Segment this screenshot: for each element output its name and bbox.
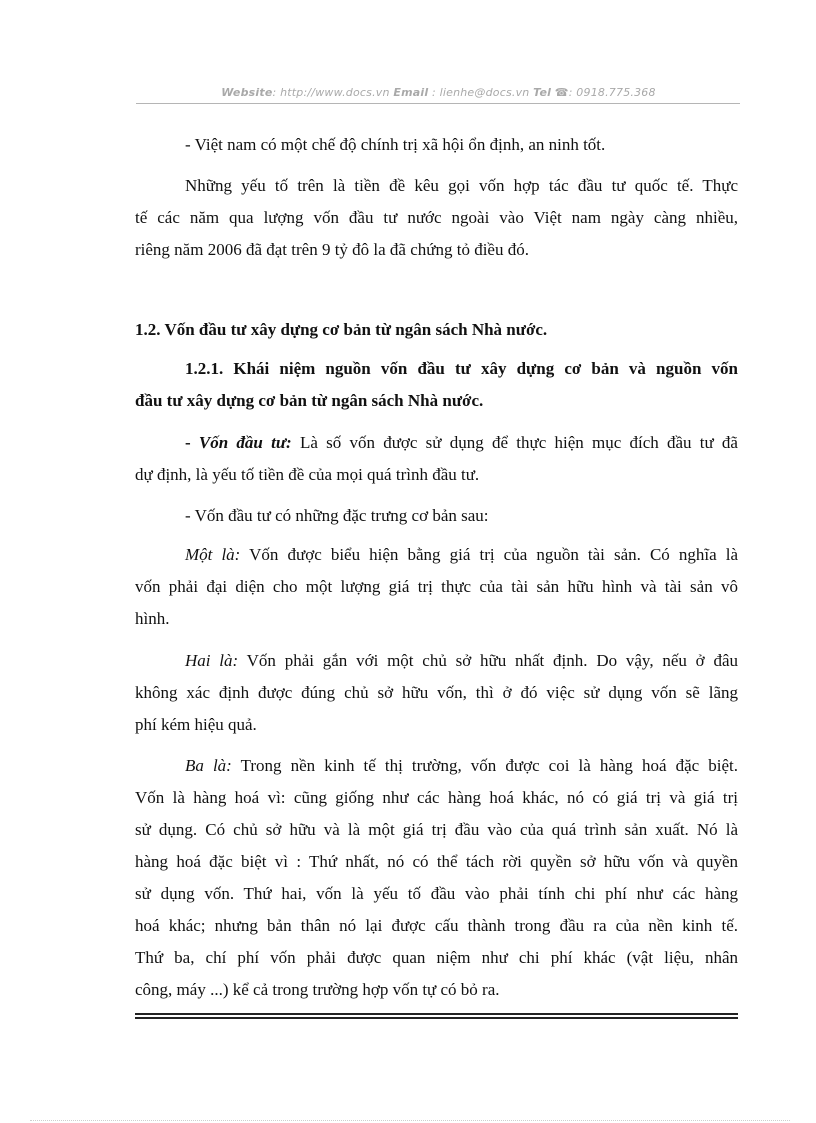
text-line: Thứ ba, chí phí vốn phải được quan niệm như chi phí khác (vật liệu, nhân [135, 948, 738, 967]
text-line: Vốn là hàng hoá vì: cũng giống như các hàng hoá khác, nó có giá trị và giá trị [135, 788, 738, 807]
footer-divider-bottom [135, 1017, 738, 1019]
header-divider [136, 103, 740, 104]
email-address: : lienhe@docs.vn [428, 86, 534, 99]
definition-term: Vốn đầu tư: [198, 433, 292, 452]
text-line: sử dụng. Có chủ sở hữu và là một giá trị đầu vào của quá trình sản xuất. Nó là [135, 820, 738, 839]
ba-la-text: Trong nền kinh tế thị trường, vốn được coi là hàng hoá đặc biệt. [231, 756, 738, 775]
text-line: hoá khác; nhưng bản thân nó lại được cấu thành trong đầu ra của nền kinh tế. [135, 916, 738, 935]
tel-label: Tel [533, 86, 552, 99]
text-line: dự định, là yếu tố tiền đề của mọi quá trình đầu tư. [135, 465, 480, 484]
heading-line: 1.2. Vốn đầu tư xây dựng cơ bản từ ngân sách Nhà nước. [135, 320, 548, 339]
hai-la-text: Vốn phải gắn với một chủ sở hữu nhất định. Do vậy, nếu ở đâu [238, 651, 738, 670]
text-line: hàng hoá đặc biệt vì : Thứ nhất, nó có thể tách rời quyền sở hữu vốn và quyền [135, 852, 738, 871]
text-line: Những yếu tố trên là tiền đề kêu gọi vốn hợp tác đầu tư quốc tế. Thực [185, 176, 738, 195]
text-line: phí kém hiệu quả. [135, 715, 257, 734]
paragraph-hai-la [135, 645, 738, 741]
paragraph-ba-la [135, 750, 738, 1006]
website-url: : http://www.docs.vn [272, 86, 394, 99]
text-line [135, 645, 738, 677]
paragraph-features-intro [135, 500, 738, 532]
paragraph-investment-factors [135, 170, 738, 266]
text-line: vốn phải đại diện cho một lượng giá trị thực của tài sản hữu hình và tài sản vô [135, 577, 738, 596]
footer-divider-top [135, 1013, 738, 1015]
text-line: riêng năm 2006 đã đạt trên 9 tỷ đô la đã chứng tỏ điều đó. [135, 240, 529, 259]
text-line: hình. [135, 609, 170, 628]
heading-line: 1.2.1. Khái niệm nguồn vốn đầu tư xây dựng cơ bản và nguồn vốn [185, 359, 738, 378]
mot-la-label: Một là: [185, 545, 241, 564]
hai-la-label: Hai là: [185, 651, 239, 670]
text-line: - Việt nam có một chế độ chính trị xã hội ổn định, an ninh tốt. [185, 135, 606, 154]
definition-text: Là số vốn được sử dụng để thực hiện mục đích đầu tư đã [291, 433, 738, 452]
paragraph-definition [135, 427, 738, 491]
email-label: Email [393, 86, 429, 99]
paragraph-mot-la [135, 539, 738, 635]
subsection-heading-1-2-1 [135, 353, 738, 417]
heading-line: đầu tư xây dựng cơ bản từ ngân sách Nhà nước. [135, 391, 484, 410]
tel-number: : 0918.775.368 [568, 86, 656, 99]
phone-icon: ☎ [554, 86, 569, 99]
text-line [135, 750, 738, 782]
mot-la-text: Vốn được biểu hiện bằng giá trị của nguồn tài sản. Có nghĩa là [240, 545, 738, 564]
text-line [135, 427, 738, 459]
text-line: công, máy ...) kể cả trong trường hợp vốn tự có bỏ ra. [135, 980, 500, 999]
definition-dash: - [185, 433, 199, 452]
text-line: tế các năm qua lượng vốn đầu tư nước ngoài vào Việt nam ngày càng nhiều, [135, 208, 738, 227]
paragraph-political-stability [135, 129, 738, 161]
ba-la-label: Ba là: [185, 756, 232, 775]
text-line: - Vốn đầu tư có những đặc trưng cơ bản sau: [185, 506, 489, 525]
website-label: Website [221, 86, 273, 99]
text-line: không xác định được đúng chủ sở hữu vốn, thì ở đó việc sử dụng vốn sẽ lãng [135, 683, 738, 702]
section-heading-1-2 [135, 314, 738, 346]
page-edge-dotted-line [30, 1120, 790, 1121]
text-line: sử dụng vốn. Thứ hai, vốn là yếu tố đầu vào phải tính chi phí như các hàng [135, 884, 738, 903]
text-line [135, 539, 738, 571]
page-header [136, 86, 741, 99]
